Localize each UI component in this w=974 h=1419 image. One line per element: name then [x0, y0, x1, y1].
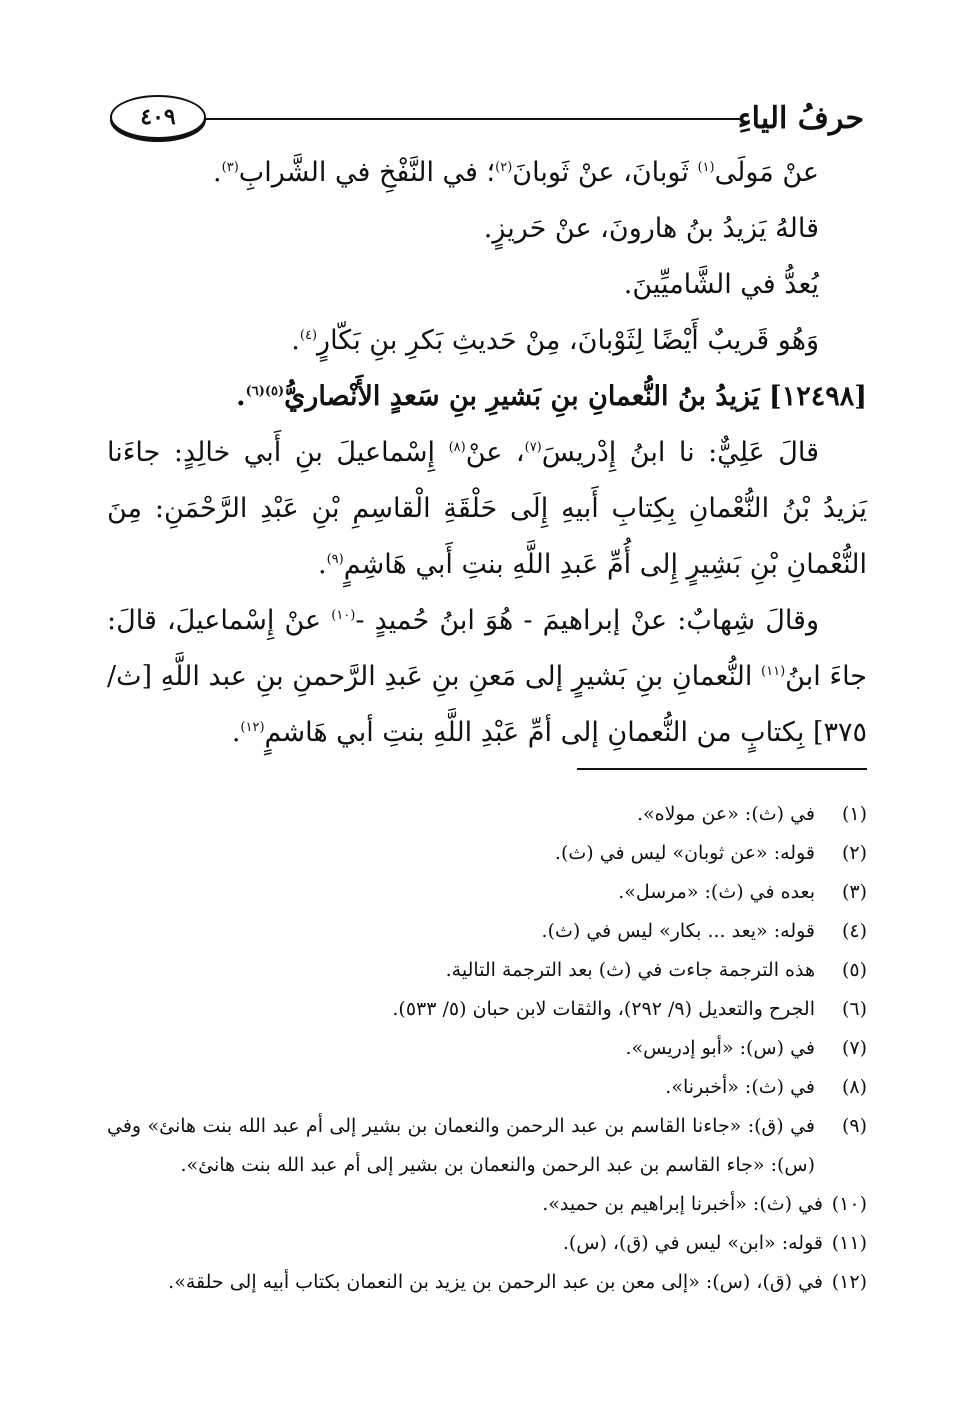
footnote-text: في (ق)، (س): «إلى معن بن عبد الرحمن بن يزيد بن النعمان بكتاب أبيه إلى حلقة».	[168, 1271, 823, 1293]
footnote	[107, 1107, 867, 1185]
footnote	[107, 1224, 867, 1263]
footnote-ref: (٨)	[448, 440, 466, 455]
footnote-number: (١٢)	[831, 1271, 867, 1293]
footnote-text: في (س): «أبو إدريس».	[625, 1037, 815, 1059]
text-line: قالهُ يَزيدُ بنُ هارونَ، عنْ حَريزٍ.	[483, 213, 819, 244]
footnote-text: قوله: «عن ثوبان» ليس في (ث).	[554, 842, 815, 864]
footnote-ref: (١٠)	[331, 608, 356, 623]
header-rule	[198, 118, 742, 120]
footnote-ref: (١٢)	[240, 720, 265, 735]
footnote-separator	[577, 768, 867, 770]
page-header	[110, 95, 864, 143]
footnote	[107, 873, 867, 912]
footnote-number: (١)	[841, 803, 867, 825]
footnote	[107, 1068, 867, 1107]
footnote-number: (٣)	[841, 881, 867, 903]
text-line: وَهُو قَريبٌ أَيْضًا لِثَوْبانَ، مِنْ حَديثِ بَكرِ بنِ بَكّارٍ$^{(٤)}$.	[291, 325, 819, 356]
footnote-number: (٤)	[841, 920, 867, 942]
footnote-text: قوله: «ابن» ليس في (ق)، (س).	[562, 1232, 823, 1254]
footnote-ref: (٣)	[221, 160, 239, 175]
footnote-ref: (٤)	[299, 328, 318, 343]
page-number-badge	[110, 95, 206, 139]
footnote-ref: (٥)(٦)	[245, 384, 285, 399]
footnote	[107, 795, 867, 834]
paragraph: قالَ عَلِيٌّ: نا ابنُ إِدْريسَ$^{(٧)}$، عنْ$^{(٨)}$ إِسْماعيلَ بنِ أَبي خالِدٍ: جاءَنا يَزيدُ بْنُ النُّعْمانِ بِكِتابِ أَبيهِ إِلَى حَلْقَةِ الْقاسِمِ بْنِ عَبْدِ الرَّحْمَنِ: مِنَ النُّعْمانِ بْنِ بَشِيرٍ إِلى أُمِّ عَبدِ اللَّهِ بنتِ أَبي هَاشِمٍ$^{(٩)}$.	[107, 437, 867, 580]
footnote-text: في (ث): «أخبرنا إبراهيم بن حميد».	[542, 1193, 823, 1215]
footnote-ref: (٢)	[495, 160, 513, 175]
footnote	[107, 1029, 867, 1068]
text-line: يُعدُّ في الشَّاميِّينَ.	[623, 269, 819, 300]
footnote-ref: (١١)	[761, 664, 786, 679]
running-head: حرفُ الياءِ	[737, 101, 864, 136]
footnote	[107, 1185, 867, 1224]
footnote-number: (١١)	[831, 1232, 867, 1254]
page-number: ٤٠٩	[140, 104, 176, 130]
entry-heading: [١٢٤٩٨] يَزيدُ بنُ النُّعمانِ بنِ بَشيرِ بنِ سَعدٍ الأَنْصاريُّ$^{(٥)(٦)}$.	[236, 381, 867, 412]
footnote-ref: (٩)	[326, 552, 344, 567]
text-line: عنْ مَولَى$^{(١)}$ ثَوبانَ، عنْ ثَوبانَ$^{(٢)}$؛ في النَّفْخِ في الشَّرابِ$^{(٣)}$.	[213, 157, 819, 188]
footnote-text: هذه الترجمة جاءت في (ث) بعد الترجمة التالية.	[445, 959, 815, 981]
footnote-number: (٢)	[841, 842, 867, 864]
footnote-text: في (ث): «أخبرنا».	[665, 1076, 815, 1098]
footnote-text: قوله: «يعد ... بكار» ليس في (ث).	[541, 920, 815, 942]
paragraph: وقالَ شِهابٌ: عنْ إبراهيمَ - هُوَ ابنُ حُميدٍ -$^{(١٠)}$ عنْ إِسْماعيلَ، قالَ: جاءَ ابنُ$^{(١١)}$ النُّعمانِ بنِ بَشيرٍ إلى مَعنِ بنِ عَبدِ الرَّحمنِ بنِ عبد اللَّهِ [ث/ ٣٧٥] بِكتابٍ من النُّعمانِ إلى أمِّ عَبْدِ اللَّهِ بنتِ أبي هَاشمٍ$^{(١٢)}$.	[107, 605, 867, 748]
footnote-ref: (١)	[697, 160, 715, 175]
main-text	[107, 145, 867, 761]
footnote	[107, 990, 867, 1029]
footnote	[107, 951, 867, 990]
footnote-text: بعده في (ث): «مرسل».	[618, 881, 815, 903]
footnote-number: (٦)	[841, 998, 867, 1020]
footnote-number: (١٠)	[831, 1193, 867, 1215]
footnote-text: الجرح والتعديل (٩/ ٢٩٢)، والثقات لابن حبان (٥/ ٥٣٣).	[392, 998, 815, 1020]
footnote	[107, 1263, 867, 1302]
footnote-number: (٨)	[841, 1076, 867, 1098]
footnote-text: في (ث): «عن مولاه».	[636, 803, 815, 825]
footnote-ref: (٧)	[524, 440, 542, 455]
footnote-number: (٧)	[841, 1037, 867, 1059]
footnote-text: في (ق): «جاءنا القاسم بن عبد الرحمن والنعمان بن بشير إلى أم عبد الله بنت هانئ» وفي (س): «جاء القاسم بن عبد الرحمن والنعمان بن بشير إلى أم عبد الله بنت هانئ».	[107, 1115, 815, 1176]
footnote	[107, 834, 867, 873]
footnote-number: (٩)	[841, 1115, 867, 1137]
footnotes	[107, 795, 867, 1302]
footnote-number: (٥)	[841, 959, 867, 981]
footnote	[107, 912, 867, 951]
